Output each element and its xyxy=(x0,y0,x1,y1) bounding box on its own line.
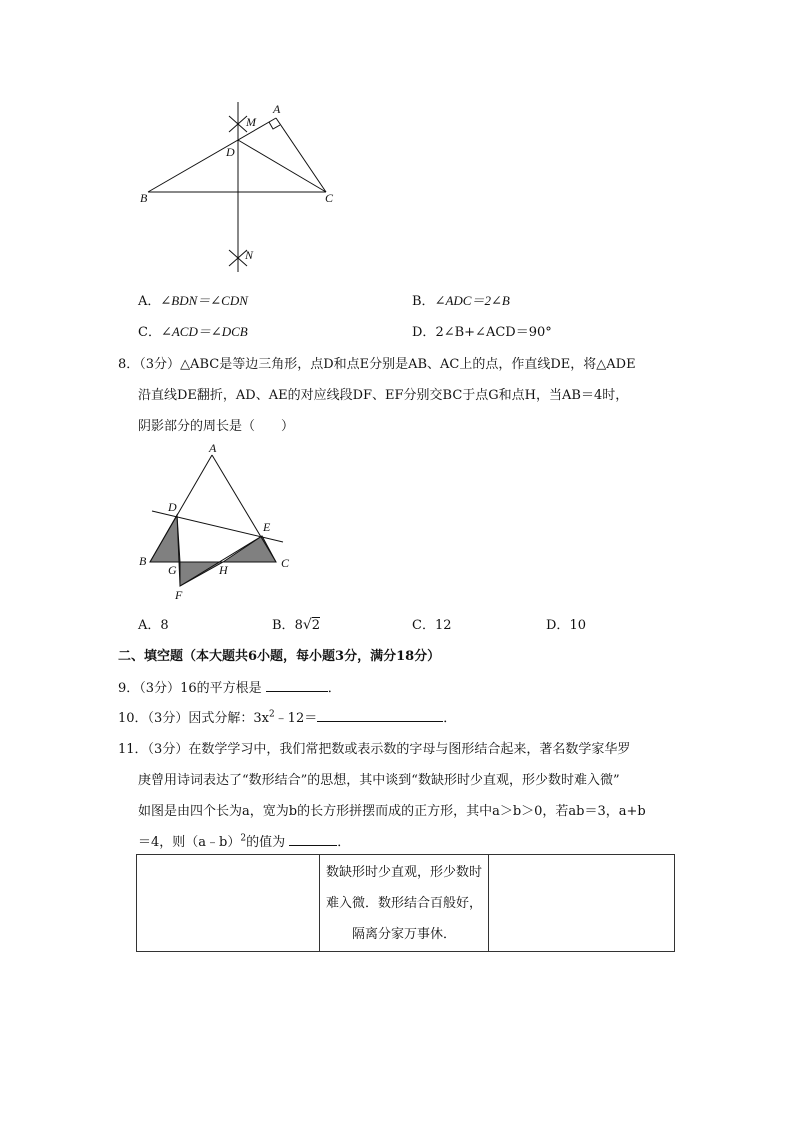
sqrt-sign-icon: √ xyxy=(302,617,312,633)
q9-line: 9．（3分）16的平方根是 ． xyxy=(118,681,341,696)
poem-table xyxy=(136,854,675,952)
q10-answer-blank[interactable] xyxy=(317,709,443,722)
label-n: N xyxy=(245,248,254,262)
poem-line-2: 难入微．数形结合百般好， xyxy=(325,895,482,911)
q7-option-c: C．∠ACD＝∠DCB xyxy=(138,324,248,340)
right-angle-mark xyxy=(269,122,280,129)
segment-ab xyxy=(150,455,212,562)
q8-option-d: D．10 xyxy=(546,618,586,633)
q11-line3: 如图是由四个长为a，宽为b的长方形拼摆而成的正方形，其中a＞b＞0，若ab＝3，a+b xyxy=(138,804,646,819)
label-a: A xyxy=(273,102,281,116)
q11-line2: 庚曾用诗词表达了“数形结合”的思想，其中谈到“数缺形时少直观，形少数时难入微” xyxy=(138,773,620,788)
q8-label-d: D xyxy=(168,500,177,514)
q8-option-c: C．12 xyxy=(412,618,452,633)
label-m: M xyxy=(246,115,256,129)
poem-table-right-cell xyxy=(489,855,675,952)
segment-dc xyxy=(238,140,326,192)
q7-option-a: A．∠BDN＝∠CDN xyxy=(138,293,248,309)
poem-table-left-cell xyxy=(137,855,320,952)
q8-label-b: B xyxy=(139,554,147,568)
q8-label-e: E xyxy=(263,520,271,534)
q8-label-h: H xyxy=(219,563,228,577)
q8-option-b: B．8√2 xyxy=(272,617,321,633)
segment-ac-q8 xyxy=(212,455,276,562)
segment-ac xyxy=(276,118,326,192)
poem-table-middle-cell xyxy=(320,855,489,952)
poem-line-1: 数缺形时少直观，形少数时 xyxy=(325,864,482,880)
q7-option-d: D．2∠B+∠ACD＝90° xyxy=(412,325,552,340)
q8-line3: 阴影部分的周长是（ ） xyxy=(138,419,295,434)
figure-q8 xyxy=(130,440,310,610)
q8-option-a: A．8 xyxy=(138,618,169,633)
q8-label-f: F xyxy=(175,588,183,602)
label-c: C xyxy=(325,191,334,205)
q8-label-g: G xyxy=(168,563,177,577)
q11-line4: ＝4，则（a﹣b）$^2$的值为 ． xyxy=(138,833,351,850)
label-d: D xyxy=(226,145,235,159)
q7-option-b: B．∠ADC＝2∠B xyxy=(412,293,510,309)
figure-q7 xyxy=(130,100,350,280)
q11-line1: 11．（3分）在数学学习中，我们常把数或表示数的字母与图形结合起来，著名数学家华罗 xyxy=(118,742,631,757)
segment-ba xyxy=(148,118,276,192)
q8-label-c: C xyxy=(281,556,290,570)
q8-label-a: A xyxy=(209,441,217,455)
q11-answer-blank[interactable] xyxy=(289,833,337,846)
poem-line-3: 隔离分家万事休． xyxy=(351,926,456,942)
q8-line1: 8．（3分）△ABC是等边三角形，点D和点E分别是AB、AC上的点，作直线DE，将△ADE xyxy=(118,357,636,372)
section2-heading: 二、填空题（本大题共6小题，每小题3分，满分18分） xyxy=(118,649,441,664)
q9-answer-blank[interactable] xyxy=(266,679,328,692)
q8-line2: 沿直线DE翻折，AD、AE的对应线段DF、EF分别交BC于点G和点H，当AB＝4时， xyxy=(138,388,629,403)
label-b: B xyxy=(140,191,148,205)
q10-line: 10．（3分）因式分解：$3x^2﹣12=$ ． xyxy=(118,709,457,726)
